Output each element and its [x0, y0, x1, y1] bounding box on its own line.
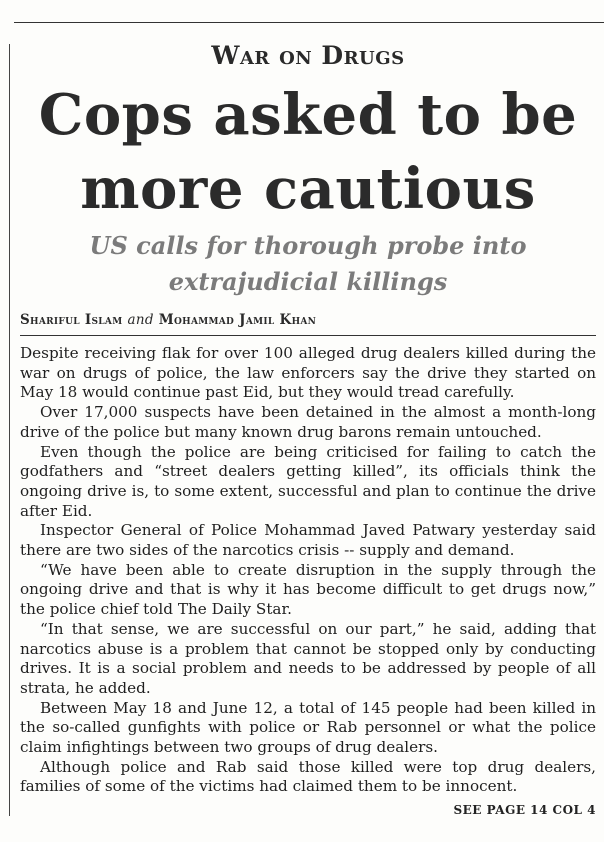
- top-rule: [14, 22, 604, 23]
- paragraph-6: “In that sense, we are successful on our part,” he said, adding that narcotics abuse is a problem that cannot be stopped only by conducting drives. It is a social problem and needs to be addressed by people of all strata, he added.: [20, 619, 596, 697]
- continuation-note: SEE PAGE 14 COL 4: [453, 803, 596, 818]
- paragraph-2: Over 17,000 suspects have been detained in the almost a month-long drive of the police but many known drug barons remain untouched.: [20, 403, 596, 441]
- paragraph-3: Even though the police are being criticised for failing to catch the godfathers and “street dealers getting killed”, its officials think the ongoing drive is, to some extent, successful and plan to continue the drive after Eid.: [20, 442, 596, 520]
- kicker: War on Drugs: [211, 41, 405, 70]
- article: [20, 36, 596, 817]
- byline-connector: and: [127, 312, 154, 328]
- article-body: [20, 344, 596, 797]
- byline-author-1: Shariful Islam: [20, 312, 123, 328]
- paragraph-1: Despite receiving flak for over 100 alleged drug dealers killed during the war on drugs of police, the law enforcers say the drive they started on May 18 would continue past Eid, but they would tread carefully.: [20, 344, 596, 402]
- byline-author-2: Mohammad Jamil Khan: [158, 312, 317, 328]
- paragraph-5: “We have been able to create disruption in the supply through the ongoing drive and that is why it has become difficult to get drugs now,” the police chief told The Daily Star.: [20, 560, 596, 619]
- paragraph-4: Inspector General of Police Mohammad Javed Patwary yesterday said there are two sides of the narcotics crisis -- supply and demand.: [20, 521, 596, 560]
- paragraph-8: Although police and Rab said those killed were top drug dealers, families of some of the victims had claimed them to be innocent.: [20, 757, 596, 796]
- paragraph-7: Between May 18 and June 12, a total of 145 people had been killed in the so-called gunfights with police or Rab personnel or what the police claim infightings between two groups of drug dealers.: [20, 698, 596, 757]
- headline: Cops asked to be more cautious: [38, 82, 578, 222]
- subheadline: US calls for thorough probe into extrajudicial killings: [89, 231, 527, 296]
- column-rule: [9, 44, 10, 816]
- byline: [20, 312, 596, 336]
